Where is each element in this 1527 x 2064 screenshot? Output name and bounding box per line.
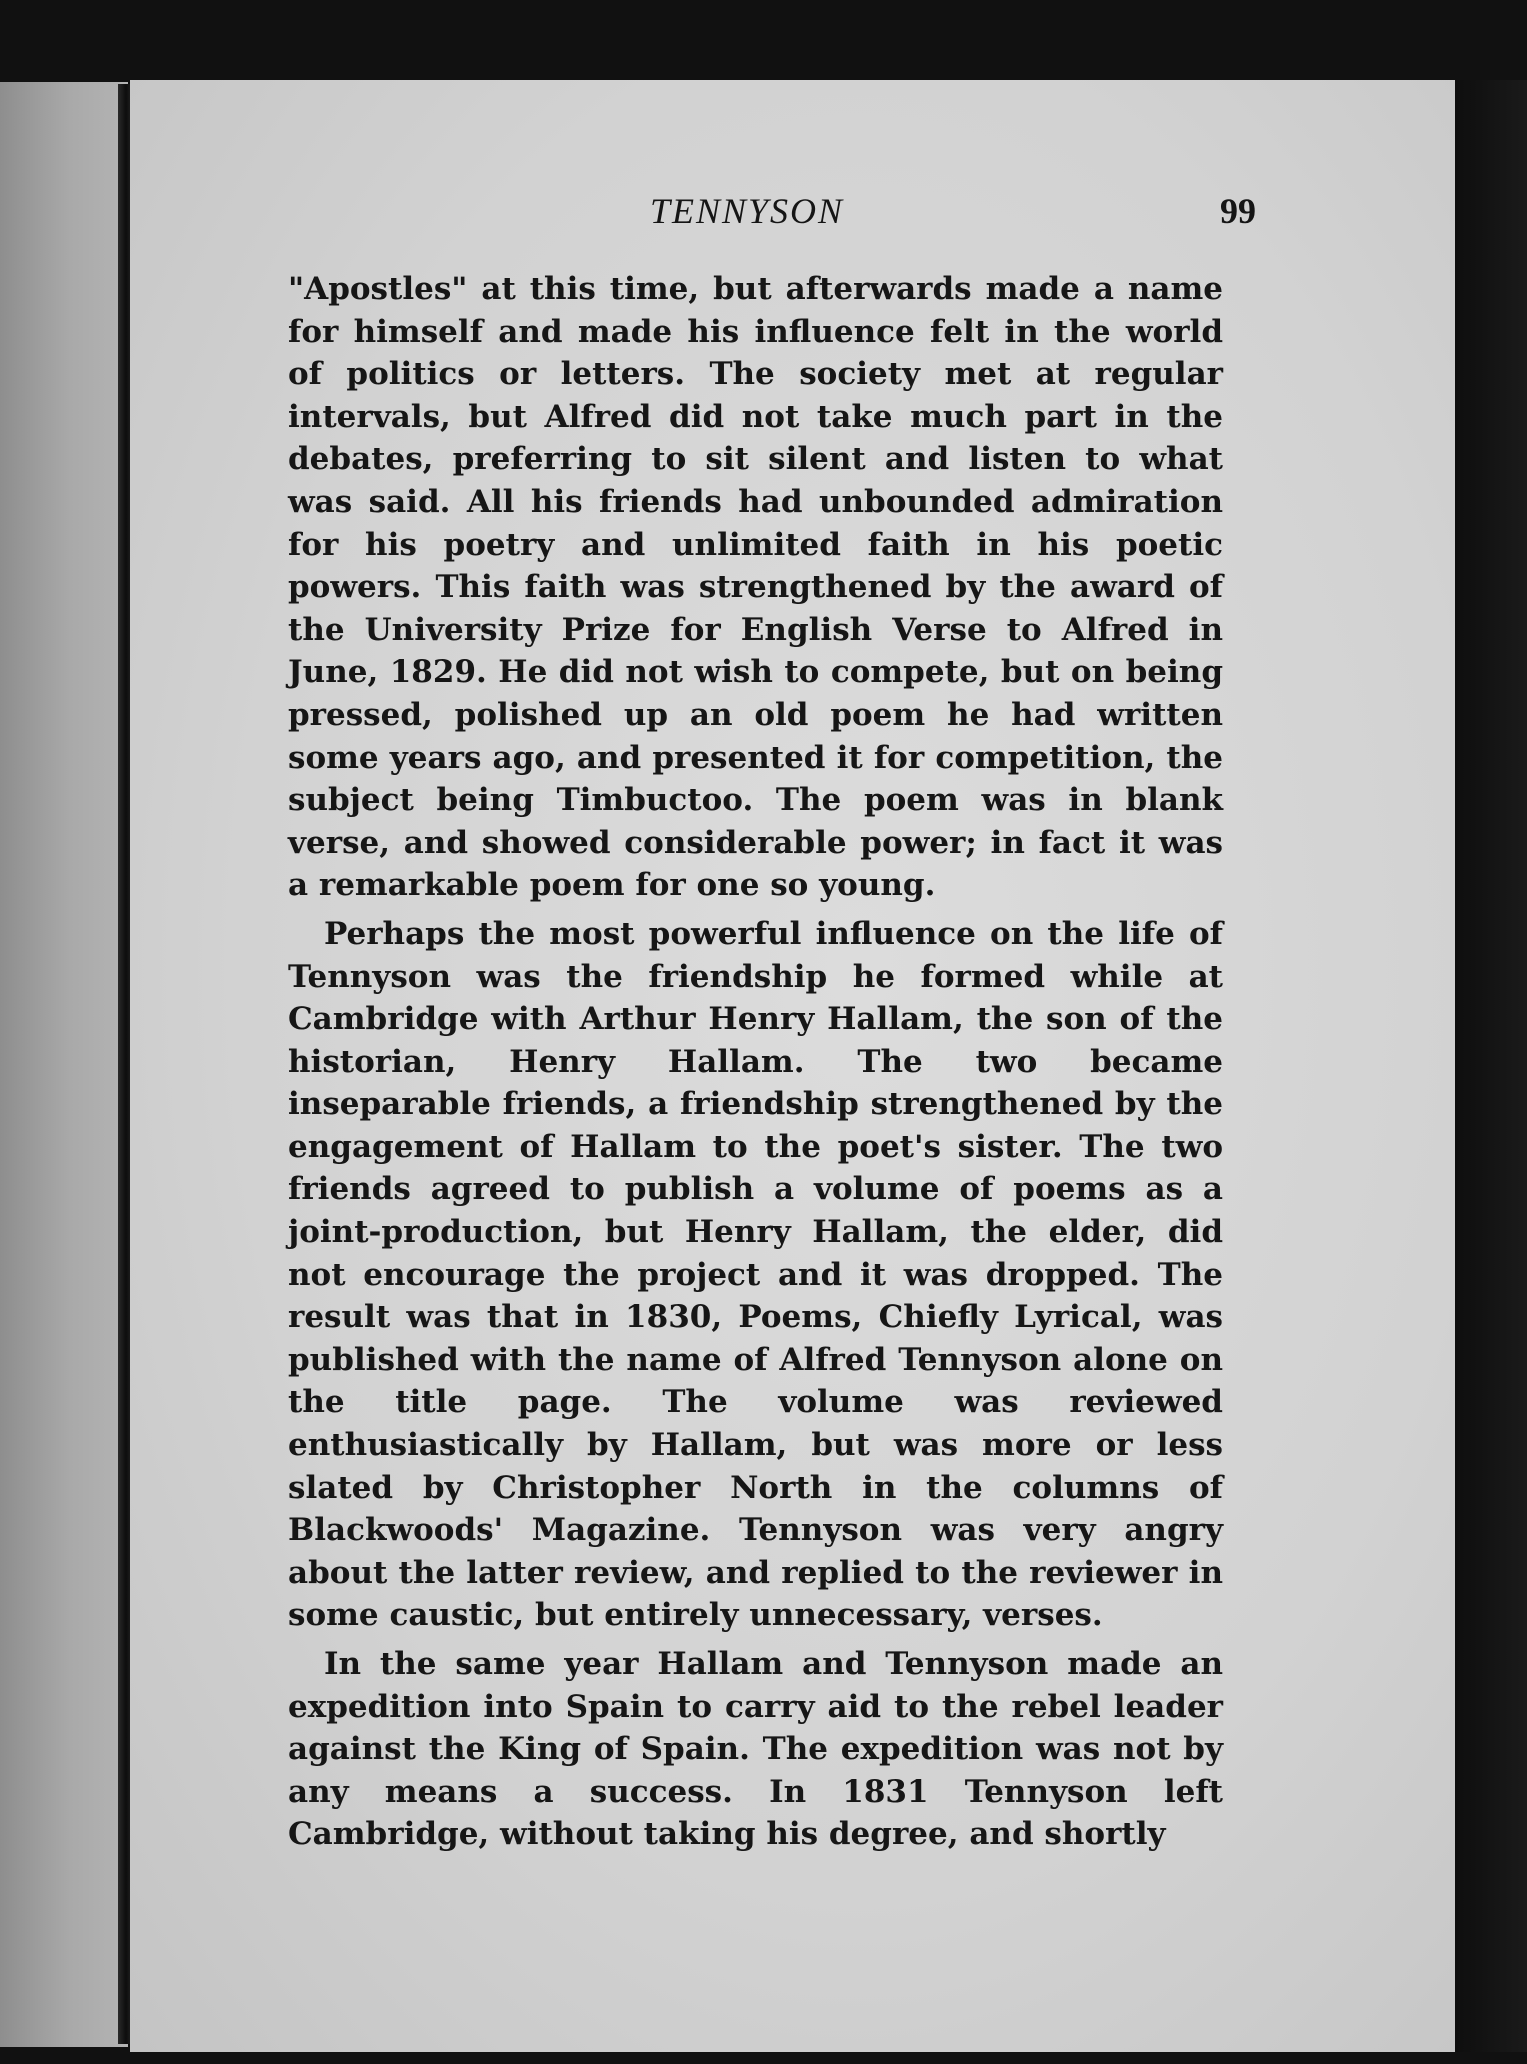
body-text bbox=[288, 268, 1223, 1856]
paragraph: "Apostles" at this time, but afterwards made a name for himself and made his influence felt in the world of politics or letters. The society met at regular intervals, but Alfred did not take much part in the debates, preferring to sit silent and listen to what was said. All his friends had unbounded admiration for his poetry and unlimited faith in his poetic powers. This faith was strengthened by the award of the University Prize for English Verse to Alfred in June, 1829. He did not wish to compete, but on being pressed, polished up an old poem he had written some years ago, and presented it for competition, the subject being Timbuctoo. The poem was in blank verse, and showed considerable power; in fact it was a remarkable poem for one so young. bbox=[288, 271, 1223, 904]
running-head bbox=[130, 190, 1455, 250]
paragraph: In the same year Hallam and Tennyson made an expedition into Spain to carry aid to the rebel leader against the King of Spain. The expedition was not by any means a success. In 1831 Tennyson left Cambridge, without taking his degree, and shortly bbox=[288, 1646, 1223, 1853]
previous-page-edge bbox=[0, 82, 128, 2047]
page-number: 99 bbox=[1220, 191, 1256, 231]
book-page bbox=[130, 80, 1455, 2052]
paragraph: Perhaps the most powerful influence on the life of Tennyson was the friendship he formed while at Cambridge with Arthur Henry Hallam, the son of the historian, Henry Hallam. The two became inseparable friends, a friendship strengthened by the engagement of Hallam to the poet's sister. The two friends agreed to publish a volume of poems as a joint-production, but Henry Hallam, the elder, did not encourage the project and it was dropped. The result was that in 1830, Poems, Chiefly Lyrical, was published with the name of Alfred Tennyson alone on the title page. The volume was reviewed enthusiastically by Hallam, but was more or less slated by Christopher North in the columns of Blackwoods' Magazine. Tennyson was very angry about the latter review, and replied to the reviewer in some caustic, but entirely unnecessary, verses. bbox=[288, 915, 1223, 1634]
scan-background-edge bbox=[1455, 80, 1527, 2052]
running-head-title: TENNYSON bbox=[650, 191, 845, 231]
